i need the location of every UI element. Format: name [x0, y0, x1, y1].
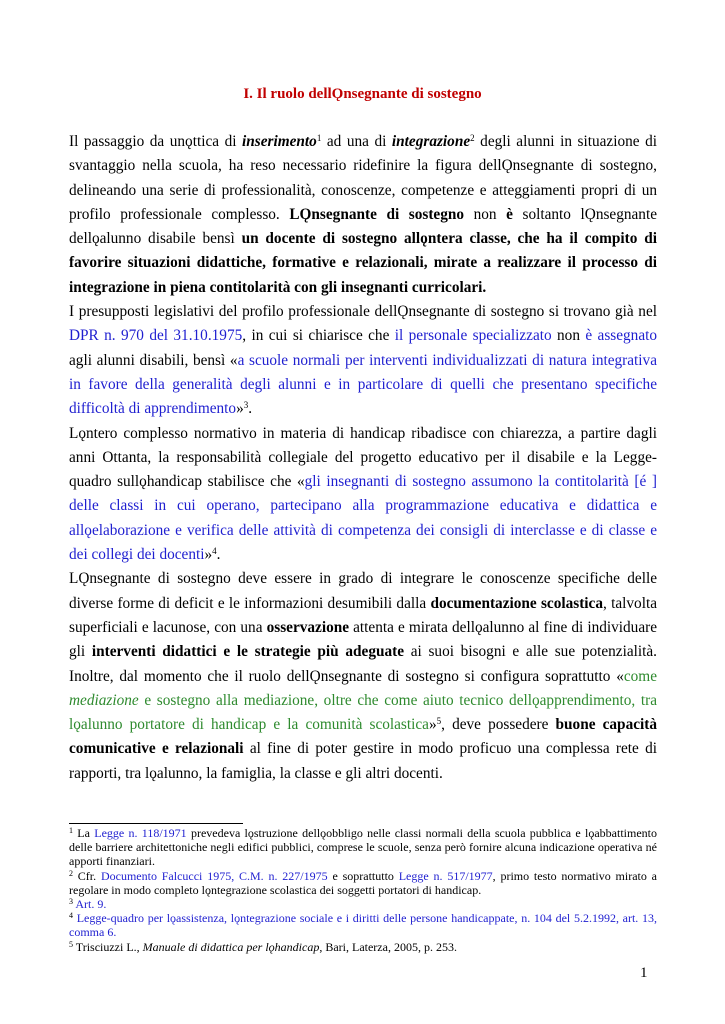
- text: , primo testo normativo mirato a regolare in modo completo lǫntegrazione scolastica dei soggetti portatori di handicap.: [69, 868, 657, 897]
- green-quote: come: [623, 667, 657, 685]
- text: al fine di poter gestire in modo proficuo una complessa rete di rapporti, tra lǫalunno, la famiglia, la classe e gli altri docenti.: [69, 740, 657, 782]
- paragraph-3: [69, 422, 657, 568]
- link-documento-falcucci[interactable]: Documento Falcucci 1975, C.M. n. 227/1975: [100, 868, 328, 883]
- text: prevedeva lǫstruzione dellǫobbligo nelle classi normali della scuola pubblica e lǫabbattimento delle barriere architettoniche negli edifici pubblici, comprese le scuole, senza però fornire alcuna indicazione operativa né apporti finanziari.: [69, 826, 658, 869]
- text: , Bari, Laterza, 2005, p. 253.: [319, 939, 457, 954]
- text: soltanto lǪnsegnante dellǫalunno disabile bensì: [69, 205, 657, 248]
- text: Cfr.: [73, 868, 101, 883]
- link-quote-legge-quadro[interactable]: gli insegnanti di sostegno assumono la contitolarità [é ] delle classi in cui operano, partecipano alla programmazione educativa e didattica e allǫelaborazione e verifica delle attività di competenza dei consigli di interclasse e di classe e dei collegi dei docenti: [69, 473, 657, 564]
- page-number: 1: [640, 965, 648, 981]
- footnote-5: [69, 940, 657, 954]
- footnote-ref-5[interactable]: 5: [436, 716, 442, 727]
- link-assegnato[interactable]: è assegnato: [585, 327, 658, 345]
- text: La: [73, 826, 95, 840]
- text: , talvolta superficiali e lacunose, con una: [69, 594, 657, 636]
- footnote-ref-2[interactable]: 2: [470, 133, 475, 143]
- green-quote: e sostegno alla mediazione, oltre che come aiuto tecnico dellǫapprendimento, tra lǫalunno portatore di handicap e la comunità scolastica: [69, 691, 657, 734]
- footnote-separator: [69, 823, 243, 824]
- text: ai suoi bisogni e alle sue potenzialità. Inoltre, dal momento che il ruolo dellǪnsegnante di sostegno si configura soprattutto «: [69, 643, 657, 685]
- text: I presupposti legislativi del profilo professionale dellǪnsegnante di sostegno si trovano già nel: [69, 303, 657, 321]
- bold-text: un docente di sostegno allǫntera classe, che ha il compito di favorire situazioni didattiche, formative e relazionali, mirate a realizzare il processo di integrazione in piena contitolarità con gli insegnanti curricolari.: [69, 230, 657, 296]
- footnote-4: [69, 911, 657, 939]
- bold-text: interventi didattici e le strategie più adeguate: [91, 643, 405, 661]
- bold-text: buone capacità comunicative e relazionali: [69, 716, 657, 758]
- text: LǪnsegnante di sostegno deve essere in grado di integrare le conoscenze specifiche delle diverse forme di deficit e le informazioni desumibili dalla: [69, 570, 657, 612]
- emphasis-inserimento: inserimento: [242, 133, 317, 150]
- footnote-3: [69, 897, 657, 911]
- paragraph-2: [69, 300, 657, 421]
- link-art-9[interactable]: Art. 9.: [73, 897, 107, 912]
- text: degli alunni in situazione di svantaggio nella scuola, ha reso necessario ridefinire la figura dellǪnsegnante di sostegno, delineando una serie di professionalità, conoscenze, competenze e atteggiamenti propri di un profilo professionale complesso.: [69, 133, 657, 223]
- footnote-number: 3: [69, 897, 73, 907]
- footnotes: [69, 826, 657, 954]
- bold-text: LǪnsegnante di sostegno: [289, 205, 465, 223]
- text: , in cui si chiarisce che: [242, 327, 395, 345]
- footnote-ref-3[interactable]: 3: [243, 400, 249, 411]
- link-dpr-970[interactable]: DPR n. 970 del 31.10.1975: [69, 327, 243, 345]
- bold-text: osservazione: [266, 618, 350, 636]
- green-quote-italic: mediazione: [69, 691, 139, 709]
- footnote-2: [69, 869, 657, 897]
- text: »: [236, 400, 244, 418]
- footnote-ref-4[interactable]: 4: [212, 546, 217, 557]
- bold-text: documentazione scolastica: [430, 594, 603, 612]
- text: e soprattutto: [327, 868, 399, 883]
- text: »: [204, 546, 213, 564]
- text: Lǫntero complesso normativo in materia di handicap ribadisce con chiarezza, a partire dagli anni Ottanta, la responsabilità collegiale del progetto educativo per il disabile e la Legge-quadro sullǫhandicap stabilisce che «: [69, 424, 657, 491]
- text: attenta e mirata dellǫalunno al fine di individuare gli: [69, 618, 658, 661]
- text: Trisciuzzi L.,: [73, 939, 143, 954]
- link-quote-dpr[interactable]: a scuole normali per interventi individualizzati di natura integrativa in favore della generalità degli alunni e in particolare di quelli che presentano specifiche difficoltà di apprendimento: [69, 351, 657, 418]
- text: non: [464, 205, 507, 223]
- link-legge-118-1971[interactable]: Legge n. 118/1971: [94, 826, 187, 840]
- link-legge-517-1977[interactable]: Legge n. 517/1977: [398, 868, 493, 883]
- text: .: [248, 400, 253, 418]
- text: »: [428, 716, 437, 734]
- footnote-number: 1: [69, 826, 73, 835]
- footnote-number: 2: [69, 868, 73, 878]
- body-text: [69, 130, 657, 786]
- footnote-1: [69, 826, 657, 869]
- text: agli alunni disabili, bensì «: [69, 351, 238, 369]
- text: , deve possedere: [441, 716, 556, 734]
- bold-text: è: [506, 205, 513, 223]
- paragraph-1: [69, 130, 657, 300]
- link-personale-specializzato[interactable]: il personale specializzato: [394, 327, 552, 345]
- text: non: [551, 327, 586, 345]
- emphasis-integrazione: integrazione: [391, 133, 471, 150]
- text: Il passaggio da unǫttica di: [69, 133, 243, 150]
- footnote-ref-1[interactable]: 1: [316, 133, 322, 143]
- footnote-number: 5: [69, 939, 73, 949]
- paragraph-4: [69, 567, 657, 786]
- text: .: [216, 546, 221, 564]
- footnote-number: 4: [69, 911, 73, 921]
- book-title: Manuale di didattica per lǫhandicap: [142, 939, 320, 954]
- link-legge-quadro-104[interactable]: Legge-quadro per lǫassistenza, lǫntegrazione sociale e i diritti delle persone handicappate, n. 104 del 5.2.1992, art. 13, comma 6.: [69, 911, 657, 940]
- section-title: I. Il ruolo dellǪnsegnante di sostegno: [243, 86, 482, 102]
- text: ad una di: [321, 133, 392, 150]
